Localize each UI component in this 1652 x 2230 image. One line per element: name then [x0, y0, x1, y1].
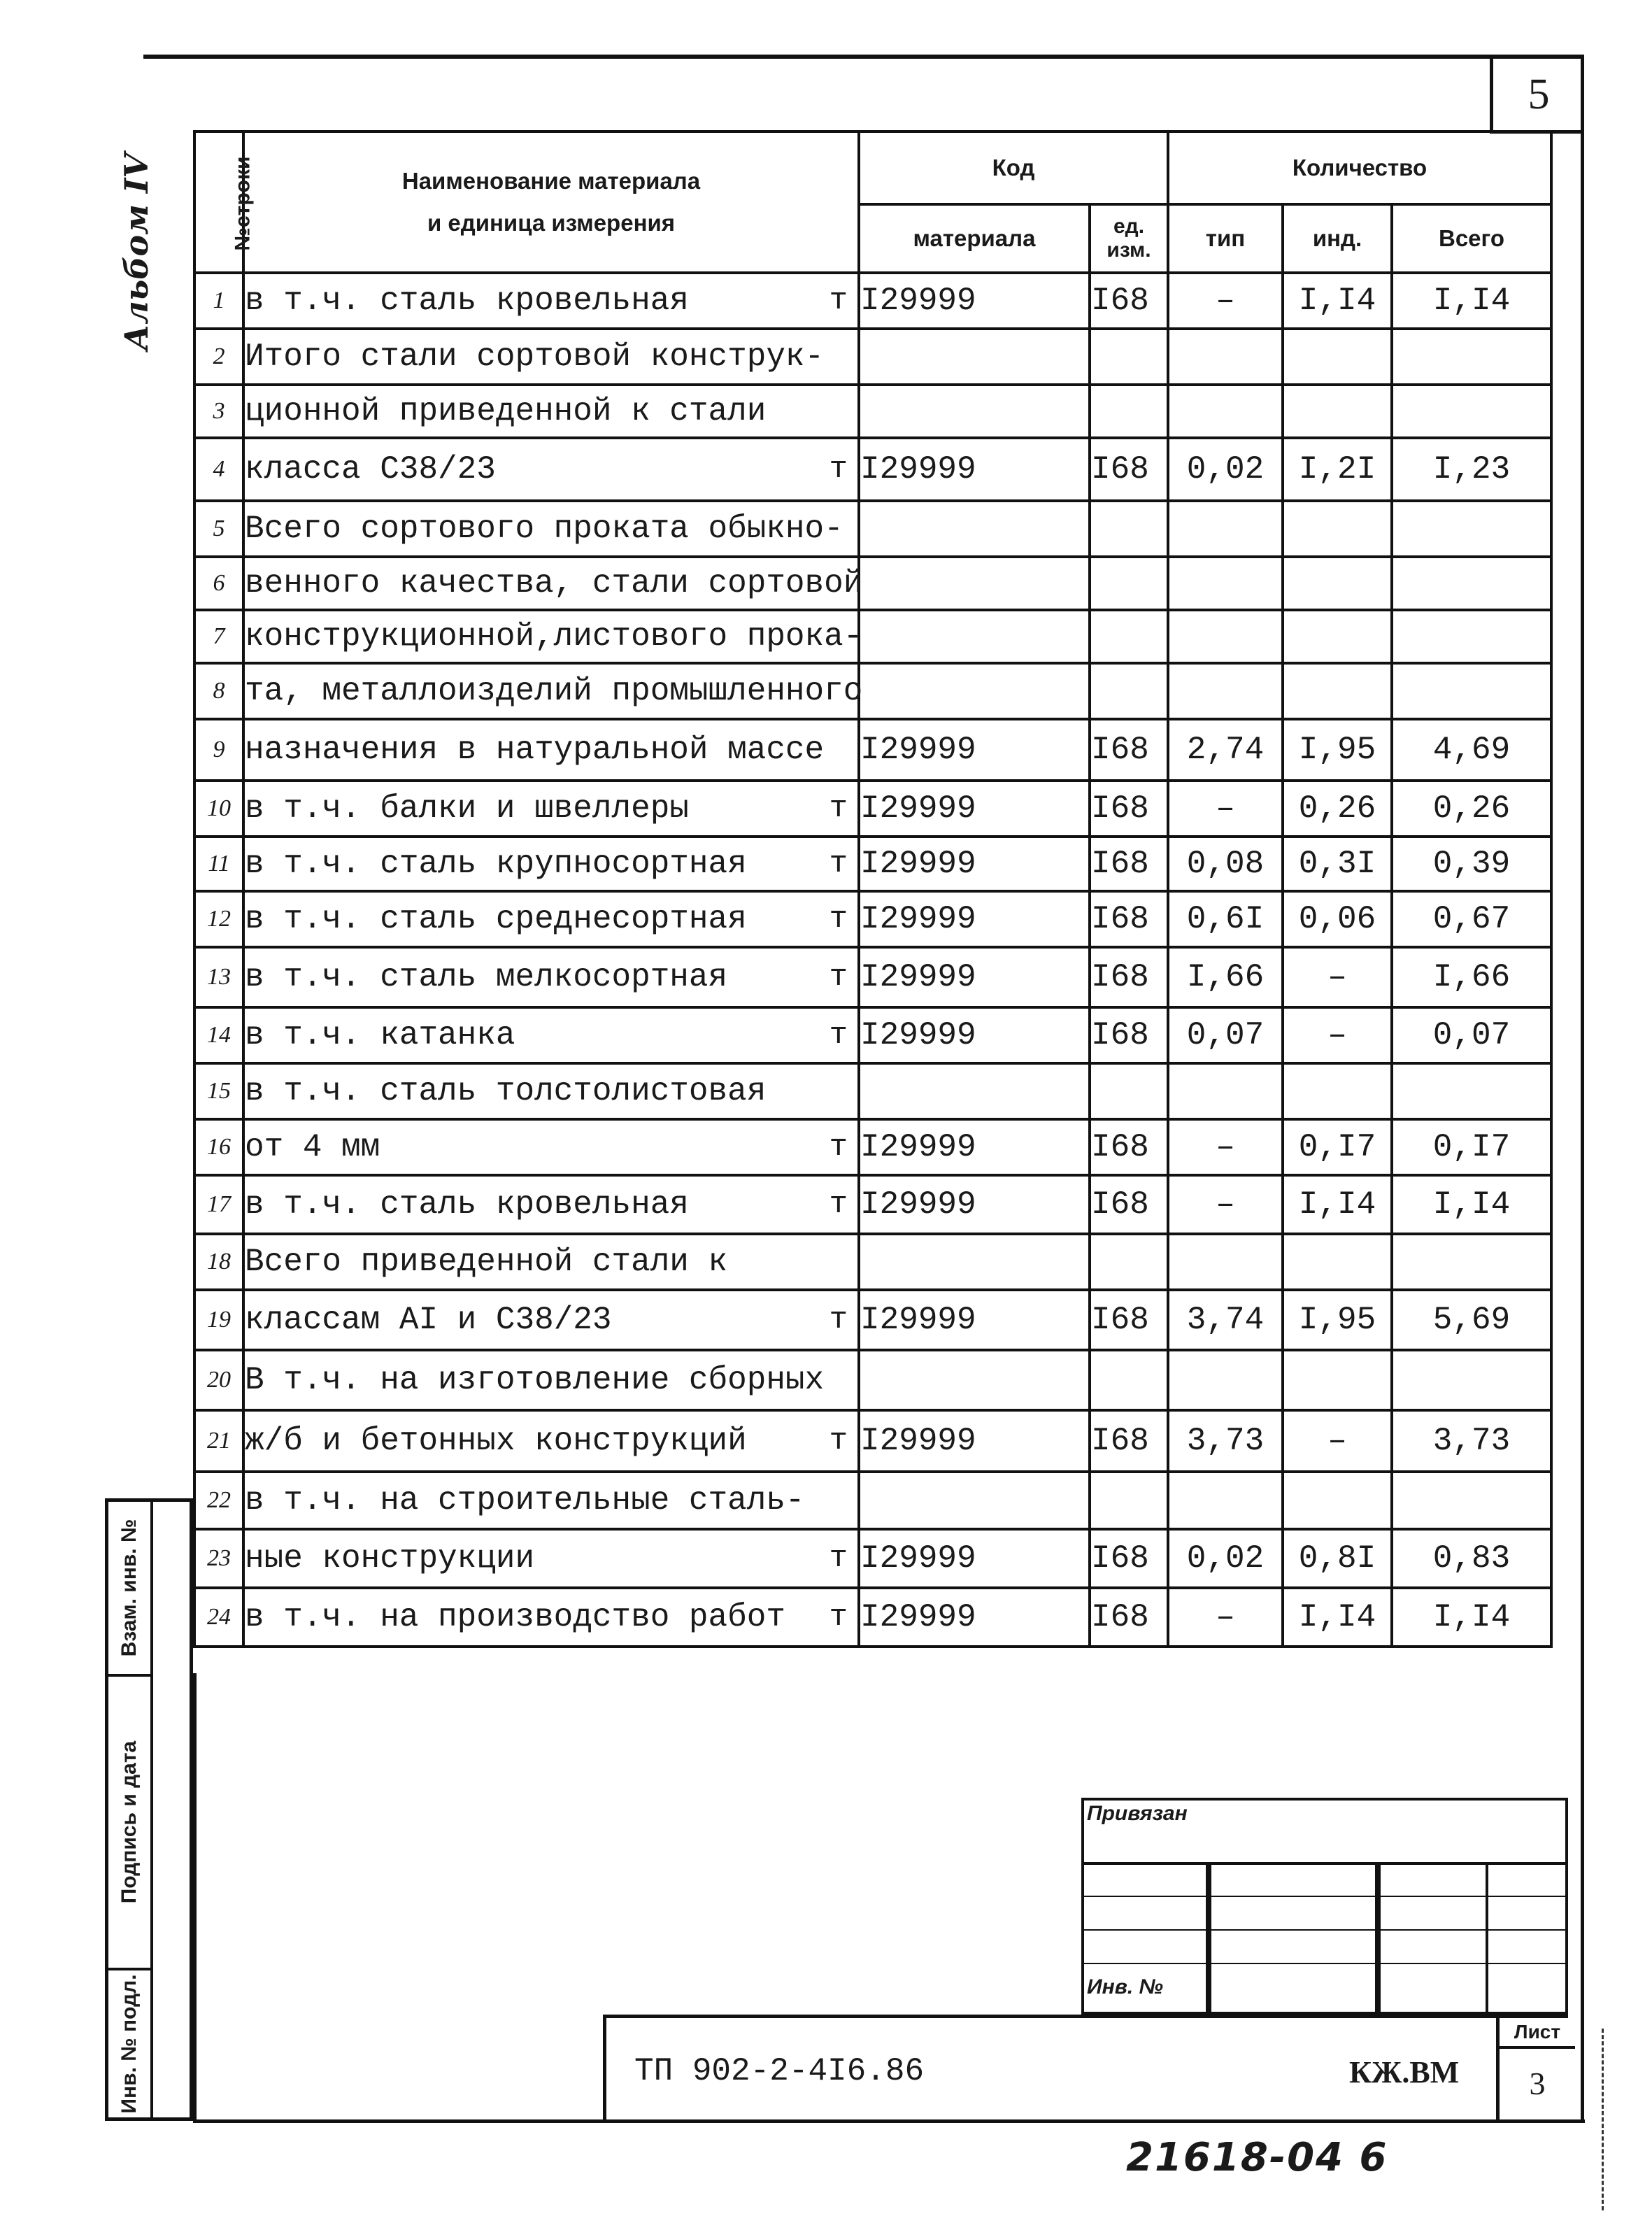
unit-code: I68	[1090, 947, 1168, 1007]
unit-letter: т	[829, 1187, 848, 1222]
qty-total	[1392, 385, 1551, 438]
material-code: I29999	[859, 947, 1090, 1007]
table-row	[194, 663, 1551, 719]
unit-code	[1090, 1472, 1168, 1529]
qty-ind	[1283, 501, 1392, 557]
qty-type: –	[1168, 1119, 1283, 1175]
material-code: I29999	[859, 1119, 1090, 1175]
qty-ind: I,95	[1283, 1290, 1392, 1350]
material-code: I29999	[859, 1007, 1090, 1063]
unit-code: I68	[1090, 781, 1168, 837]
qty-type	[1168, 1063, 1283, 1119]
qty-ind: –	[1283, 947, 1392, 1007]
table-row	[194, 719, 1551, 781]
material-code: I29999	[859, 781, 1090, 837]
qty-total	[1392, 1063, 1551, 1119]
unit-letter: т	[829, 1600, 848, 1635]
table-row	[194, 1063, 1551, 1119]
material-name-text: в т.ч. сталь кровельная	[245, 1186, 689, 1223]
material-name	[243, 1007, 859, 1063]
row-number: 19	[194, 1290, 243, 1350]
row-number: 9	[194, 719, 243, 781]
material-code: I29999	[859, 719, 1090, 781]
unit-code: I68	[1090, 273, 1168, 329]
unit-letter: т	[829, 1018, 848, 1053]
qty-total	[1392, 1234, 1551, 1290]
qty-type: –	[1168, 1588, 1283, 1647]
unit-code: I68	[1090, 438, 1168, 501]
stamp-inv-label: Инв. №	[1087, 1975, 1167, 1999]
qty-type: –	[1168, 273, 1283, 329]
unit-code: I68	[1090, 1529, 1168, 1588]
unit-code: I68	[1090, 1007, 1168, 1063]
qty-total: 0,39	[1392, 837, 1551, 891]
material-code	[859, 1350, 1090, 1410]
qty-total: 0,26	[1392, 781, 1551, 837]
unit-code	[1090, 385, 1168, 438]
qty-total: 0,I7	[1392, 1119, 1551, 1175]
qty-ind: I,I4	[1283, 273, 1392, 329]
table-row	[194, 501, 1551, 557]
material-code: I29999	[859, 837, 1090, 891]
row-number: 20	[194, 1350, 243, 1410]
material-code	[859, 329, 1090, 385]
unit-code: I68	[1090, 719, 1168, 781]
material-code	[859, 385, 1090, 438]
unit-code: I68	[1090, 1588, 1168, 1647]
table-row	[194, 891, 1551, 947]
row-number: 6	[194, 557, 243, 610]
qty-total	[1392, 557, 1551, 610]
material-code: I29999	[859, 1410, 1090, 1472]
qty-ind: –	[1283, 1410, 1392, 1472]
qty-ind	[1283, 1234, 1392, 1290]
header-ind: инд.	[1283, 204, 1392, 273]
table-row	[194, 273, 1551, 329]
row-number: 22	[194, 1472, 243, 1529]
qty-type: 2,74	[1168, 719, 1283, 781]
material-name-text: в т.ч. катанка	[245, 1017, 515, 1053]
header-name	[243, 132, 859, 273]
qty-total	[1392, 329, 1551, 385]
header-total: Всего	[1392, 204, 1551, 273]
material-name	[243, 1410, 859, 1472]
material-name	[243, 947, 859, 1007]
material-code	[859, 557, 1090, 610]
unit-letter: т	[829, 1541, 848, 1576]
qty-ind: 0,26	[1283, 781, 1392, 837]
row-number: 4	[194, 438, 243, 501]
row-number: 2	[194, 329, 243, 385]
material-name-text: в т.ч. на строительные сталь-	[245, 1482, 805, 1519]
table-row	[194, 438, 1551, 501]
qty-type	[1168, 385, 1283, 438]
side-inv-exchange: Взам. инв. №	[108, 1502, 150, 1677]
side-inv-original: Инв. № подл.	[118, 1974, 141, 2114]
table-row	[194, 329, 1551, 385]
qty-total: I,66	[1392, 947, 1551, 1007]
material-name-text: в т.ч. сталь толстолистовая	[245, 1073, 767, 1109]
material-name	[243, 1350, 859, 1410]
material-name-text: в т.ч. сталь среднесортная	[245, 901, 747, 937]
material-name-text: назначения в натуральной массе	[245, 732, 825, 768]
material-name-text: в т.ч. на производство работ	[245, 1599, 785, 1635]
qty-ind	[1283, 1063, 1392, 1119]
material-name-text: та, металлоизделий промышленного	[245, 673, 863, 709]
qty-total: I,I4	[1392, 1588, 1551, 1647]
unit-letter: т	[829, 846, 848, 881]
material-code	[859, 1234, 1090, 1290]
sheet-box	[1496, 2018, 1575, 2121]
material-name	[243, 1472, 859, 1529]
material-code	[859, 1472, 1090, 1529]
qty-ind	[1283, 1472, 1392, 1529]
qty-total: 4,69	[1392, 719, 1551, 781]
header-name-line1: Наименование материала	[401, 168, 701, 194]
material-code	[859, 501, 1090, 557]
material-name-text: в т.ч. сталь крупносортная	[245, 846, 747, 882]
material-name-text: Итого стали сортовой конструк-	[245, 339, 825, 375]
qty-type: 0,02	[1168, 438, 1283, 501]
qty-total: I,I4	[1392, 1175, 1551, 1234]
material-name	[243, 1063, 859, 1119]
table-row	[194, 1350, 1551, 1410]
unit-code: I68	[1090, 1175, 1168, 1234]
qty-total: I,I4	[1392, 273, 1551, 329]
qty-ind: I,95	[1283, 719, 1392, 781]
material-name-text: ные конструкции	[245, 1540, 535, 1577]
qty-type: –	[1168, 781, 1283, 837]
qty-total: I,23	[1392, 438, 1551, 501]
material-code	[859, 1063, 1090, 1119]
material-code: I29999	[859, 438, 1090, 501]
frame-right-border	[1581, 59, 1584, 2122]
row-number: 18	[194, 1234, 243, 1290]
row-number: 1	[194, 273, 243, 329]
header-code: Код	[859, 132, 1168, 204]
table-row	[194, 1290, 1551, 1350]
sheet-label: Лист	[1500, 2018, 1575, 2049]
qty-total: 5,69	[1392, 1290, 1551, 1350]
row-number: 15	[194, 1063, 243, 1119]
qty-ind	[1283, 1350, 1392, 1410]
unit-code: I68	[1090, 837, 1168, 891]
qty-total	[1392, 663, 1551, 719]
table-row	[194, 1175, 1551, 1234]
document-code: КЖ.ВМ	[1349, 2055, 1460, 2089]
unit-code	[1090, 501, 1168, 557]
table-row	[194, 781, 1551, 837]
qty-type: 0,07	[1168, 1007, 1283, 1063]
table-row	[194, 557, 1551, 610]
qty-type: –	[1168, 1175, 1283, 1234]
material-name-text: ционной приведенной к стали	[245, 393, 767, 429]
side-sign-date: Подпись и дата	[108, 1677, 150, 1970]
material-name	[243, 610, 863, 663]
row-number: 8	[194, 663, 243, 719]
material-name	[243, 501, 859, 557]
header-name-line2: и единица измерения	[427, 210, 676, 236]
material-name-text: в т.ч. сталь кровельная	[245, 283, 689, 319]
table-row	[194, 1234, 1551, 1290]
material-code: I29999	[859, 1290, 1090, 1350]
qty-ind: 0,I7	[1283, 1119, 1392, 1175]
table-row	[194, 947, 1551, 1007]
document-number: ТП 902-2-4I6.86	[634, 2053, 925, 2089]
qty-type	[1168, 329, 1283, 385]
material-name-text: класса С38/23	[245, 451, 496, 488]
table-row	[194, 1472, 1551, 1529]
qty-ind: I,I4	[1283, 1588, 1392, 1647]
qty-type	[1168, 663, 1283, 719]
qty-ind	[1283, 610, 1392, 663]
material-code: I29999	[859, 273, 1090, 329]
material-name	[243, 1588, 859, 1647]
stamp-attached-label: Привязан	[1087, 1802, 1188, 1825]
unit-code	[1090, 1350, 1168, 1410]
qty-ind	[1283, 329, 1392, 385]
material-name	[243, 781, 859, 837]
row-number: 5	[194, 501, 243, 557]
row-number: 3	[194, 385, 243, 438]
material-name	[243, 719, 859, 781]
table-row	[194, 610, 1551, 663]
qty-type	[1168, 501, 1283, 557]
qty-ind: 0,06	[1283, 891, 1392, 947]
handwritten-archive-number: 21618-04 6	[1126, 2135, 1388, 2180]
qty-ind: –	[1283, 1007, 1392, 1063]
materials-table	[193, 130, 1553, 1648]
top-border-line	[143, 55, 1584, 59]
material-name	[243, 1234, 859, 1290]
unit-code	[1090, 610, 1168, 663]
qty-type	[1168, 610, 1283, 663]
table-row	[194, 1119, 1551, 1175]
unit-letter: т	[829, 283, 848, 318]
qty-ind: I,I4	[1283, 1175, 1392, 1234]
unit-letter: т	[829, 902, 848, 937]
material-name	[243, 329, 859, 385]
qty-type	[1168, 1350, 1283, 1410]
unit-code	[1090, 329, 1168, 385]
material-code	[859, 610, 1090, 663]
qty-total	[1392, 610, 1551, 663]
unit-letter: т	[829, 1423, 848, 1458]
qty-total	[1392, 1472, 1551, 1529]
material-code: I29999	[859, 1175, 1090, 1234]
qty-type: I,66	[1168, 947, 1283, 1007]
unit-code: I68	[1090, 1410, 1168, 1472]
row-number: 24	[194, 1588, 243, 1647]
attachment-stamp	[1081, 1798, 1568, 2015]
row-number: 17	[194, 1175, 243, 1234]
unit-code: I68	[1090, 1290, 1168, 1350]
qty-ind	[1283, 663, 1392, 719]
qty-total: 0,07	[1392, 1007, 1551, 1063]
sheet-number: 3	[1529, 2066, 1546, 2101]
material-name-text: в т.ч. балки и швеллеры	[245, 790, 689, 827]
material-name	[243, 1529, 859, 1588]
header-material: материала	[859, 204, 1090, 273]
qty-type: 0,02	[1168, 1529, 1283, 1588]
material-name-text: конструкционной,листового прока-	[245, 618, 863, 655]
material-name-text: Всего приведенной стали к	[245, 1244, 728, 1280]
qty-total: 0,67	[1392, 891, 1551, 947]
qty-ind: 0,8I	[1283, 1529, 1392, 1588]
frame-left-border	[193, 1673, 197, 2121]
row-number: 10	[194, 781, 243, 837]
material-name-text: от 4 мм	[245, 1129, 380, 1165]
qty-type	[1168, 557, 1283, 610]
album-label	[105, 140, 168, 364]
header-quantity: Количество	[1168, 132, 1551, 204]
material-name	[243, 1119, 859, 1175]
material-code	[859, 663, 1090, 719]
unit-code: I68	[1090, 891, 1168, 947]
material-name-text: В т.ч. на изготовление сборных	[245, 1362, 825, 1398]
material-name-text: классам АI и С38/23	[245, 1302, 612, 1338]
unit-code	[1090, 1063, 1168, 1119]
qty-type: 0,08	[1168, 837, 1283, 891]
qty-ind: I,2I	[1283, 438, 1392, 501]
qty-type: 0,6I	[1168, 891, 1283, 947]
qty-type: 3,74	[1168, 1290, 1283, 1350]
material-name	[243, 891, 859, 947]
material-name	[243, 385, 859, 438]
table-row	[194, 1588, 1551, 1647]
unit-letter: т	[829, 960, 848, 995]
material-name	[243, 1175, 859, 1234]
qty-total: 0,83	[1392, 1529, 1551, 1588]
unit-code	[1090, 663, 1168, 719]
qty-total	[1392, 1350, 1551, 1410]
side-strip-divider	[150, 1502, 153, 2117]
material-code: I29999	[859, 891, 1090, 947]
unit-letter: т	[829, 452, 848, 487]
row-number: 7	[194, 610, 243, 663]
page-number: 5	[1490, 59, 1584, 134]
material-name-text: Всего сортового проката обыкно-	[245, 511, 843, 547]
row-number: 16	[194, 1119, 243, 1175]
unit-code	[1090, 1234, 1168, 1290]
row-number: 13	[194, 947, 243, 1007]
material-name	[243, 1290, 859, 1350]
table-row	[194, 1007, 1551, 1063]
qty-type: 3,73	[1168, 1410, 1283, 1472]
row-number: 21	[194, 1410, 243, 1472]
header-row-number: №строки	[194, 132, 243, 273]
material-name	[243, 438, 859, 501]
row-number: 12	[194, 891, 243, 947]
qty-ind	[1283, 385, 1392, 438]
qty-ind	[1283, 557, 1392, 610]
album-label-text: Альбом IV	[118, 152, 155, 351]
unit-letter: т	[829, 1302, 848, 1337]
table-row	[194, 1529, 1551, 1588]
qty-total	[1392, 501, 1551, 557]
header-type: тип	[1168, 204, 1283, 273]
unit-letter: т	[829, 1130, 848, 1165]
unit-letter: т	[829, 791, 848, 826]
qty-total: 3,73	[1392, 1410, 1551, 1472]
material-name	[243, 557, 863, 610]
qty-type	[1168, 1472, 1283, 1529]
material-name-text: ж/б и бетонных конструкций	[245, 1423, 747, 1459]
material-code: I29999	[859, 1588, 1090, 1647]
unit-code: I68	[1090, 1119, 1168, 1175]
material-name	[243, 837, 859, 891]
title-block	[603, 2015, 1568, 2121]
qty-type	[1168, 1234, 1283, 1290]
material-name	[243, 663, 863, 719]
side-stamp-strip	[105, 1498, 193, 2121]
row-number: 23	[194, 1529, 243, 1588]
header-unit: ед. изм.	[1090, 204, 1168, 273]
material-name	[243, 273, 859, 329]
table-row	[194, 837, 1551, 891]
qty-ind: 0,3I	[1283, 837, 1392, 891]
material-name-text: в т.ч. сталь мелкосортная	[245, 959, 728, 995]
table-row	[194, 1410, 1551, 1472]
unit-code	[1090, 557, 1168, 610]
material-name-text: венного качества, стали сортовой	[245, 565, 863, 602]
cut-line	[1602, 2029, 1604, 2210]
material-code: I29999	[859, 1529, 1090, 1588]
table-row	[194, 385, 1551, 438]
row-number: 14	[194, 1007, 243, 1063]
row-number: 11	[194, 837, 243, 891]
